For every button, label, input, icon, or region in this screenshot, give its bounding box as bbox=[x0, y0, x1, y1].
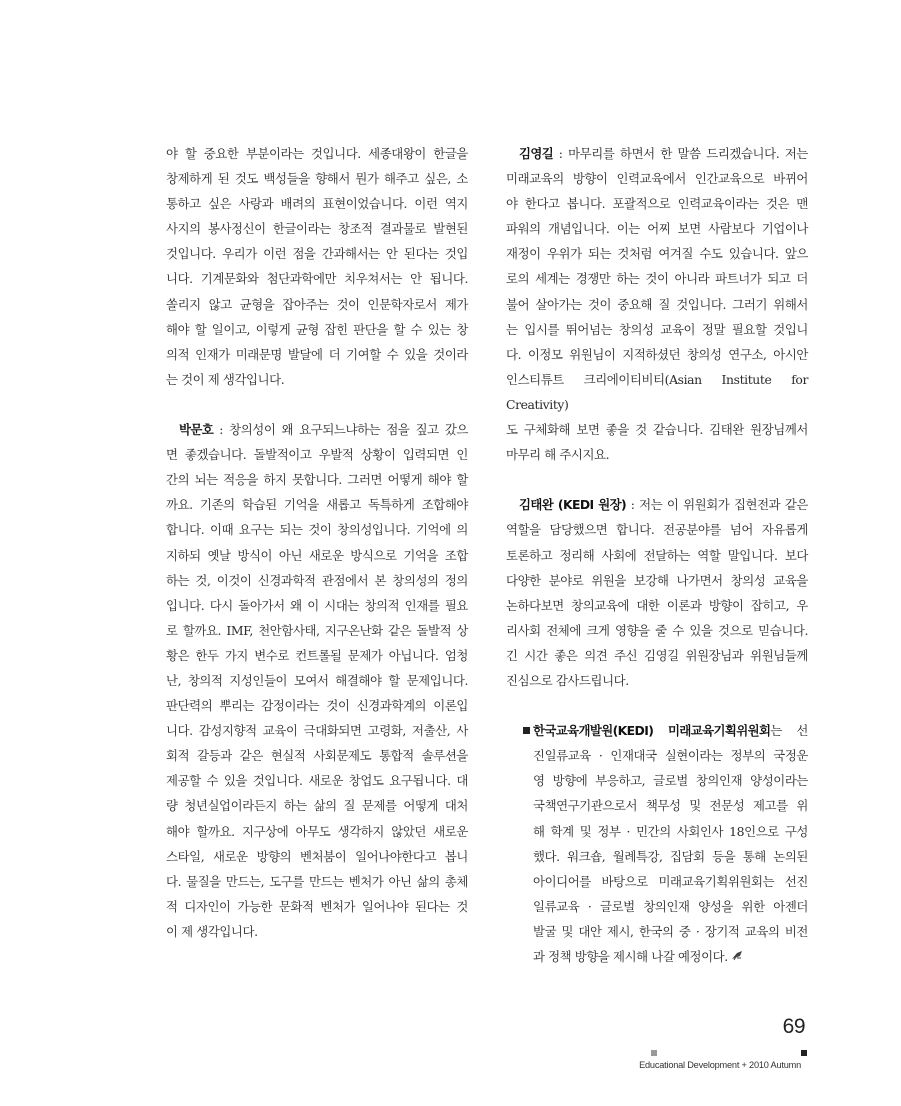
body-line: 리사회 전체에 크게 영향을 줄 수 있을 것으로 믿습니다. bbox=[506, 622, 808, 638]
body-line: 다. 이정모 위원님이 지적하셨던 창의성 연구소, 아시안 bbox=[506, 346, 808, 362]
body-line: 입니다. 다시 돌아가서 왜 이 시대는 창의적 인재를 필요 bbox=[166, 597, 468, 613]
right-column bbox=[506, 141, 808, 970]
note-line: 영 방향에 부응하고, 글로벌 창의인재 양성이라는 bbox=[533, 773, 808, 789]
park-first-line: 박문호 : 창의성이 왜 요구되느냐하는 점을 짚고 갔으 bbox=[179, 422, 468, 438]
note-line: 해 학계 및 정부 · 민간의 사회인사 18인으로 구성 bbox=[533, 823, 808, 839]
note-line: 발굴 및 대안 제시, 한국의 중 · 장기적 교육의 비전 bbox=[533, 923, 808, 939]
body-line: 황은 한두 가지 변수로 컨트롤될 문제가 아닙니다. 엄청 bbox=[166, 647, 468, 663]
paragraph-gap bbox=[506, 467, 808, 492]
kim-tw-first-line: 김태완 (KEDI 원장) : 저는 이 위원회가 집현전과 같은 bbox=[519, 497, 808, 513]
body-line: 창제하게 된 것도 백성들을 향해서 뭔가 해주고 싶은, 소 bbox=[166, 171, 468, 187]
body-line: 토론하고 정리해 사회에 전달하는 역할 말입니다. 보다 bbox=[506, 547, 808, 563]
footer-square-dark bbox=[801, 1050, 807, 1056]
speaker-name: 김영길 bbox=[519, 146, 554, 161]
body-line: 량 청년실업이라든지 하는 삶의 질 문제를 어떻게 대처 bbox=[166, 798, 468, 814]
body-line: 로 할까요. IMF, 천안함사태, 지구온난화 같은 돌발적 상 bbox=[166, 622, 468, 638]
note-line: 국책연구기관으로서 책무성 및 전문성 제고를 위 bbox=[533, 798, 808, 814]
body-line: 니다. 기계문화와 첨단과학에만 치우쳐서는 안 됩니다. bbox=[166, 271, 468, 287]
body-line: 는 것이 제 생각입니다. bbox=[166, 371, 285, 387]
body-line: 스타일, 새로운 방향의 벤처붐이 일어나야한다고 봅니 bbox=[166, 848, 468, 864]
body-line: 로의 세계는 경쟁만 하는 것이 아니라 파트너가 되고 더 bbox=[506, 271, 808, 287]
body-line: 진심으로 감사드립니다. bbox=[506, 672, 629, 688]
body-line: 미래교육의 방향이 인력교육에서 인간교육으로 바뀌어 bbox=[506, 171, 808, 187]
body-line: 까요. 기존의 학습된 기억을 새롭고 독특하게 조합해야 bbox=[166, 497, 468, 513]
body-line: 재정이 우위가 되는 것처럼 여겨질 수도 있습니다. 앞으 bbox=[506, 246, 808, 262]
body-line: 회적 갈등과 같은 현실적 사회문제도 통합적 솔루션을 bbox=[166, 748, 468, 764]
note-block bbox=[506, 718, 808, 970]
body-line: 것입니다. 우리가 이런 점을 간과해서는 안 된다는 것입 bbox=[166, 246, 468, 262]
body-line: 쏠리지 않고 균형을 잡아주는 것이 인문학자로서 제가 bbox=[166, 296, 468, 312]
note-line: 아이디어를 바탕으로 미래교육기획위원회는 선진 bbox=[533, 873, 808, 889]
body-line: 니다. 감성지향적 교육이 극대화되면 고령화, 저출산, 사 bbox=[166, 723, 468, 739]
note-line: 일류교육 · 글로벌 창의인재 양성을 위한 아젠더 bbox=[533, 898, 808, 914]
body-line: 적 디자인이 가능한 문화적 벤처가 일어나야 된다는 것 bbox=[166, 898, 468, 914]
body-line: 긴 시간 좋은 의견 주신 김영길 위원장님과 위원님들께 bbox=[506, 647, 808, 663]
body-line: 합니다. 이때 요구는 되는 것이 창의성입니다. 기억에 의 bbox=[166, 522, 468, 538]
body-line: 도 구체화해 보면 좋을 것 같습니다. 김태완 원장님께서 bbox=[506, 422, 808, 438]
body-line: 역할을 담당했으면 합니다. 전공분야를 넘어 자유롭게 bbox=[506, 522, 808, 538]
square-bullet-icon bbox=[523, 727, 530, 734]
body-line: 통하고 싶은 사랑과 배려의 표현이었습니다. 이런 역지 bbox=[166, 196, 468, 212]
body-line: 이 제 생각입니다. bbox=[166, 923, 258, 939]
kim-yg-first-line: 김영길 : 마무리를 하면서 한 말씀 드리겠습니다. 저는 bbox=[519, 146, 808, 161]
body-line: 지하되 옛날 방식이 아닌 새로운 방식으로 기억을 조합 bbox=[166, 547, 468, 563]
footer-publication: Educational Development + 2010 Autumn bbox=[639, 1060, 801, 1070]
body-line: 사지의 봉사정신이 한글이라는 창조적 결과물로 발현된 bbox=[166, 221, 468, 237]
body-line: 난, 창의적 지성인들이 모여서 해결해야 할 문제입니다. bbox=[166, 672, 468, 688]
body-line: 논하다보면 창의교육에 대한 이론과 방향이 잡히고, 우 bbox=[506, 597, 808, 613]
body-line: 는 입시를 뛰어넘는 창의성 교육이 정말 필요할 것입니 bbox=[506, 321, 808, 337]
org-name: 한국교육개발원(KEDI) 미래교육기획위원회 bbox=[533, 723, 771, 739]
paragraph-gap bbox=[506, 693, 808, 718]
body-line: 인스티튜트 크리에이티비티(Asian Institute for Creativity) bbox=[506, 371, 808, 412]
paragraph-gap bbox=[166, 392, 468, 417]
body-line: 다. 물질을 만드는, 도구를 만드는 벤처가 아닌 삶의 총체 bbox=[166, 873, 468, 889]
body-line: 판단력의 뿌리는 감정이라는 것이 신경과학계의 이론입 bbox=[166, 698, 468, 714]
body-line: 하는 것, 이것이 신경과학적 관점에서 본 창의성의 정의 bbox=[166, 572, 468, 588]
speaker-name: 박문호 bbox=[179, 422, 214, 438]
body-line: 파워의 개념입니다. 이는 어찌 보면 사람보다 기업이나 bbox=[506, 221, 808, 237]
speaker-name: 김태완 (KEDI 원장) bbox=[519, 497, 627, 513]
note-line: 했다. 워크숍, 월례특강, 집담회 등을 통해 논의된 bbox=[533, 848, 808, 864]
note-first-line: 한국교육개발원(KEDI) 미래교육기획위원회는 선 bbox=[533, 723, 808, 739]
note-line: 진일류교육 · 인재대국 실현이라는 정부의 국정운 bbox=[533, 748, 808, 764]
leaf-end-mark-icon bbox=[731, 945, 743, 970]
body-line: 야 한다고 봅니다. 포괄적으로 인력교육이라는 것은 맨 bbox=[506, 196, 808, 212]
footer-square-gray bbox=[651, 1050, 657, 1056]
body-line: 야 할 중요한 부분이라는 것입니다. 세종대왕이 한글을 bbox=[166, 146, 468, 161]
body-line: 해야 할까요. 지구상에 아무도 생각하지 않았던 새로운 bbox=[166, 823, 468, 839]
body-line: 의적 인재가 미래문명 발달에 더 기여할 수 있을 것이라 bbox=[166, 346, 468, 362]
body-line: 불어 살아가는 것이 중요해 질 것입니다. 그러기 위해서 bbox=[506, 296, 808, 312]
body-line: 마무리 해 주시지요. bbox=[506, 447, 610, 463]
body-line: 간의 뇌는 적응을 하지 못합니다. 그러면 어떻게 해야 할 bbox=[166, 472, 468, 488]
body-line: 해야 할 일이고, 이렇게 균형 잡힌 판단을 할 수 있는 창 bbox=[166, 321, 468, 337]
body-line: 제공할 수 있을 것입니다. 새로운 창업도 요구됩니다. 대 bbox=[166, 773, 468, 789]
left-column bbox=[166, 141, 468, 944]
body-line: 면 좋겠습니다. 돌발적이고 우발적 상황이 입력되면 인 bbox=[166, 447, 468, 463]
note-last-line: 과 정책 방향을 제시해 나갈 예정이다. bbox=[533, 944, 808, 970]
page-number: 69 bbox=[782, 1015, 805, 1038]
body-line: 다양한 분야로 위원을 보강해 나가면서 창의성 교육을 bbox=[506, 572, 808, 588]
